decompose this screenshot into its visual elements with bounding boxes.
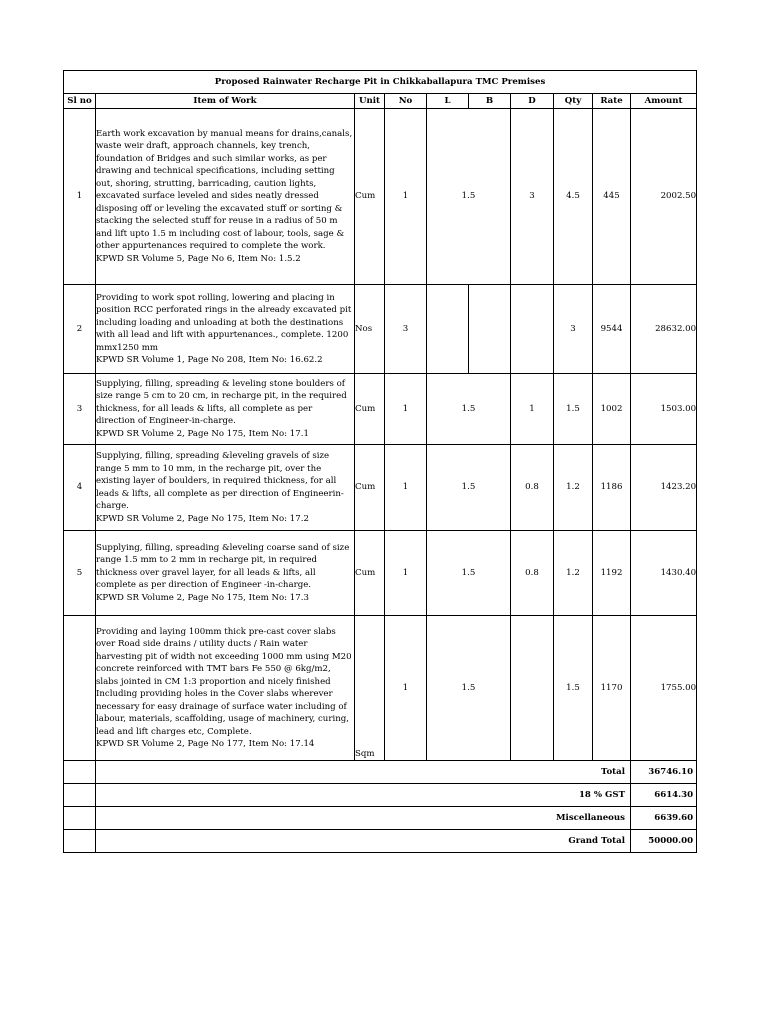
- amount-cell: 1430.40: [631, 531, 697, 616]
- lb-cell: 1.5: [427, 531, 511, 616]
- summary-spacer: [64, 830, 96, 853]
- table-row: [64, 531, 697, 616]
- summary-label: Miscellaneous: [96, 807, 631, 830]
- unit-cell: Cum: [355, 374, 385, 445]
- header-item: Item of Work: [96, 94, 355, 109]
- no-cell: 1: [385, 374, 427, 445]
- qty-cell: 1.2: [554, 445, 593, 531]
- sl-no: [64, 616, 96, 761]
- header-b: B: [469, 94, 511, 109]
- item-description: [96, 285, 355, 374]
- lb-cell: 1.5: [427, 109, 511, 285]
- header-sl: Sl no: [64, 94, 96, 109]
- header-qty: Qty: [554, 94, 593, 109]
- unit-cell: Nos: [355, 285, 385, 374]
- summary-row-misc: [64, 807, 697, 830]
- rate-cell: 445: [593, 109, 631, 285]
- unit-cell: Sqm: [355, 616, 385, 761]
- title-row: [64, 71, 697, 94]
- item-reference: KPWD SR Volume 1, Page No 208, Item No: 16.62.2: [96, 355, 323, 365]
- sl-no: 1: [64, 109, 96, 285]
- table-row: [64, 445, 697, 531]
- header-no: No: [385, 94, 427, 109]
- amount-cell: 28632.00: [631, 285, 697, 374]
- no-cell: 3: [385, 285, 427, 374]
- summary-value: 6639.60: [631, 807, 697, 830]
- table-title: Proposed Rainwater Recharge Pit in Chikkaballapura TMC Premises: [64, 71, 697, 94]
- header-amount: Amount: [631, 94, 697, 109]
- item-description: [96, 531, 355, 616]
- d-cell: 3: [511, 109, 554, 285]
- lb-cell: 1.5: [427, 616, 511, 761]
- item-description: [96, 445, 355, 531]
- no-cell: 1: [385, 616, 427, 761]
- item-text: Supplying, filling, spreading & leveling stone boulders of size range 5 cm to 20 cm, in recharge pit, in the required thickness, for all leads & lifts, all complete as per direction of Engineer-in-charge.: [96, 378, 347, 427]
- item-reference: KPWD SR Volume 2, Page No 175, Item No: 17.3: [96, 592, 309, 603]
- amount-cell: 1503.00: [631, 374, 697, 445]
- summary-row-grand-total: [64, 830, 697, 853]
- table-row: [64, 109, 697, 285]
- rate-cell: 9544: [593, 285, 631, 374]
- unit-cell: Cum: [355, 109, 385, 285]
- summary-spacer: [64, 807, 96, 830]
- summary-value: 36746.10: [631, 761, 697, 784]
- summary-value: 50000.00: [631, 830, 697, 853]
- d-cell: [511, 616, 554, 761]
- item-reference: KPWD SR Volume 2, Page No 175, Item No: 17.1: [96, 428, 309, 439]
- amount-cell: 1423.20: [631, 445, 697, 531]
- qty-cell: 1.5: [554, 616, 593, 761]
- d-cell: 0.8: [511, 445, 554, 531]
- item-reference: KPWD SR Volume 2, Page No 177, Item No: 17.14: [96, 739, 315, 749]
- rate-cell: 1170: [593, 616, 631, 761]
- rate-cell: 1186: [593, 445, 631, 531]
- header-rate: Rate: [593, 94, 631, 109]
- qty-cell: 1.5: [554, 374, 593, 445]
- item-reference: KPWD SR Volume 5, Page No 6, Item No: 1.5.2: [96, 253, 301, 264]
- unit-cell: Cum: [355, 531, 385, 616]
- item-text: Supplying, filling, spreading &leveling coarse sand of size range 1.5 mm to 2 mm in recharge pit, in required thickness over gravel layer, for all leads & lifts, all complete as per direction of Engineer -in-charge.: [96, 542, 350, 591]
- sl-no: 2: [64, 285, 96, 374]
- estimate-table: [63, 70, 697, 853]
- header-unit: Unit: [355, 94, 385, 109]
- l-cell: [427, 285, 469, 374]
- sl-no: 4: [64, 445, 96, 531]
- summary-label: 18 % GST: [96, 784, 631, 807]
- qty-cell: 1.2: [554, 531, 593, 616]
- lb-cell: 1.5: [427, 374, 511, 445]
- item-text: Earth work excavation by manual means for drains,canals, waste weir draft, approach channels, key trench, foundation of Bridges and such similar works, as per drawing and technical specifications, including setting out, shoring, strutting, barricading, caution lights, excavated surface leveled and sides neatly dressed disposing off or leveling the excavated stuff or sorting & stacking the selected stuff for reuse in a radius of 50 m and lift upto 1.5 m including cost of labour, tools, sage & other appurtenances required to complete the work.: [96, 128, 353, 252]
- no-cell: 1: [385, 531, 427, 616]
- d-cell: 1: [511, 374, 554, 445]
- amount-cell: 2002.50: [631, 109, 697, 285]
- summary-label: Grand Total: [96, 830, 631, 853]
- header-row: [64, 94, 697, 109]
- summary-row-gst: [64, 784, 697, 807]
- item-text: Supplying, filling, spreading &leveling gravels of size range 5 mm to 10 mm, in the recharge pit, over the existing layer of boulders, in required thickness, for all leads & lifts, all complete as per direction of Engineerin-charge.: [96, 451, 344, 511]
- table-row: [64, 616, 697, 761]
- item-text: Providing and laying 100mm thick pre-cast cover slabs over Road side drains / utility ducts / Rain water harvesting pit of width not exceeding 1000 mm using M20 concrete reinforced with TMT bars Fe 550 @ 6kg/m2, slabs jointed in CM 1:3 proportion and nicely finished Including providing holes in the Cover slabs wherever necessary for easy drainage of surface water including of labour, materials, scaffolding, usage of machinery, curing, lead and lift charges etc, Complete.: [96, 626, 352, 737]
- no-cell: 1: [385, 445, 427, 531]
- rate-cell: 1002: [593, 374, 631, 445]
- table-row: [64, 374, 697, 445]
- header-l: L: [427, 94, 469, 109]
- summary-value: 6614.30: [631, 784, 697, 807]
- qty-cell: 3: [554, 285, 593, 374]
- no-cell: 1: [385, 109, 427, 285]
- sl-no: 5: [64, 531, 96, 616]
- item-description: [96, 109, 355, 285]
- item-reference: KPWD SR Volume 2, Page No 175, Item No: 17.2: [96, 513, 309, 524]
- header-d: D: [511, 94, 554, 109]
- summary-row-total: [64, 761, 697, 784]
- summary-spacer: [64, 784, 96, 807]
- rate-cell: 1192: [593, 531, 631, 616]
- amount-cell: 1755.00: [631, 616, 697, 761]
- d-cell: [511, 285, 554, 374]
- d-cell: 0.8: [511, 531, 554, 616]
- item-description: [96, 374, 355, 445]
- item-description: [96, 616, 355, 761]
- summary-label: Total: [96, 761, 631, 784]
- item-text: Providing to work spot rolling, lowering and placing in position RCC perforated rings in the already excavated pit including loading and unloading at both the destinations with all lead and lift with appurtenances., complete. 1200 mmx1250 mm: [96, 292, 352, 353]
- lb-cell: 1.5: [427, 445, 511, 531]
- qty-cell: 4.5: [554, 109, 593, 285]
- summary-spacer: [64, 761, 96, 784]
- unit-cell: Cum: [355, 445, 385, 531]
- sl-no: 3: [64, 374, 96, 445]
- table-row: [64, 285, 697, 374]
- b-cell: [469, 285, 511, 374]
